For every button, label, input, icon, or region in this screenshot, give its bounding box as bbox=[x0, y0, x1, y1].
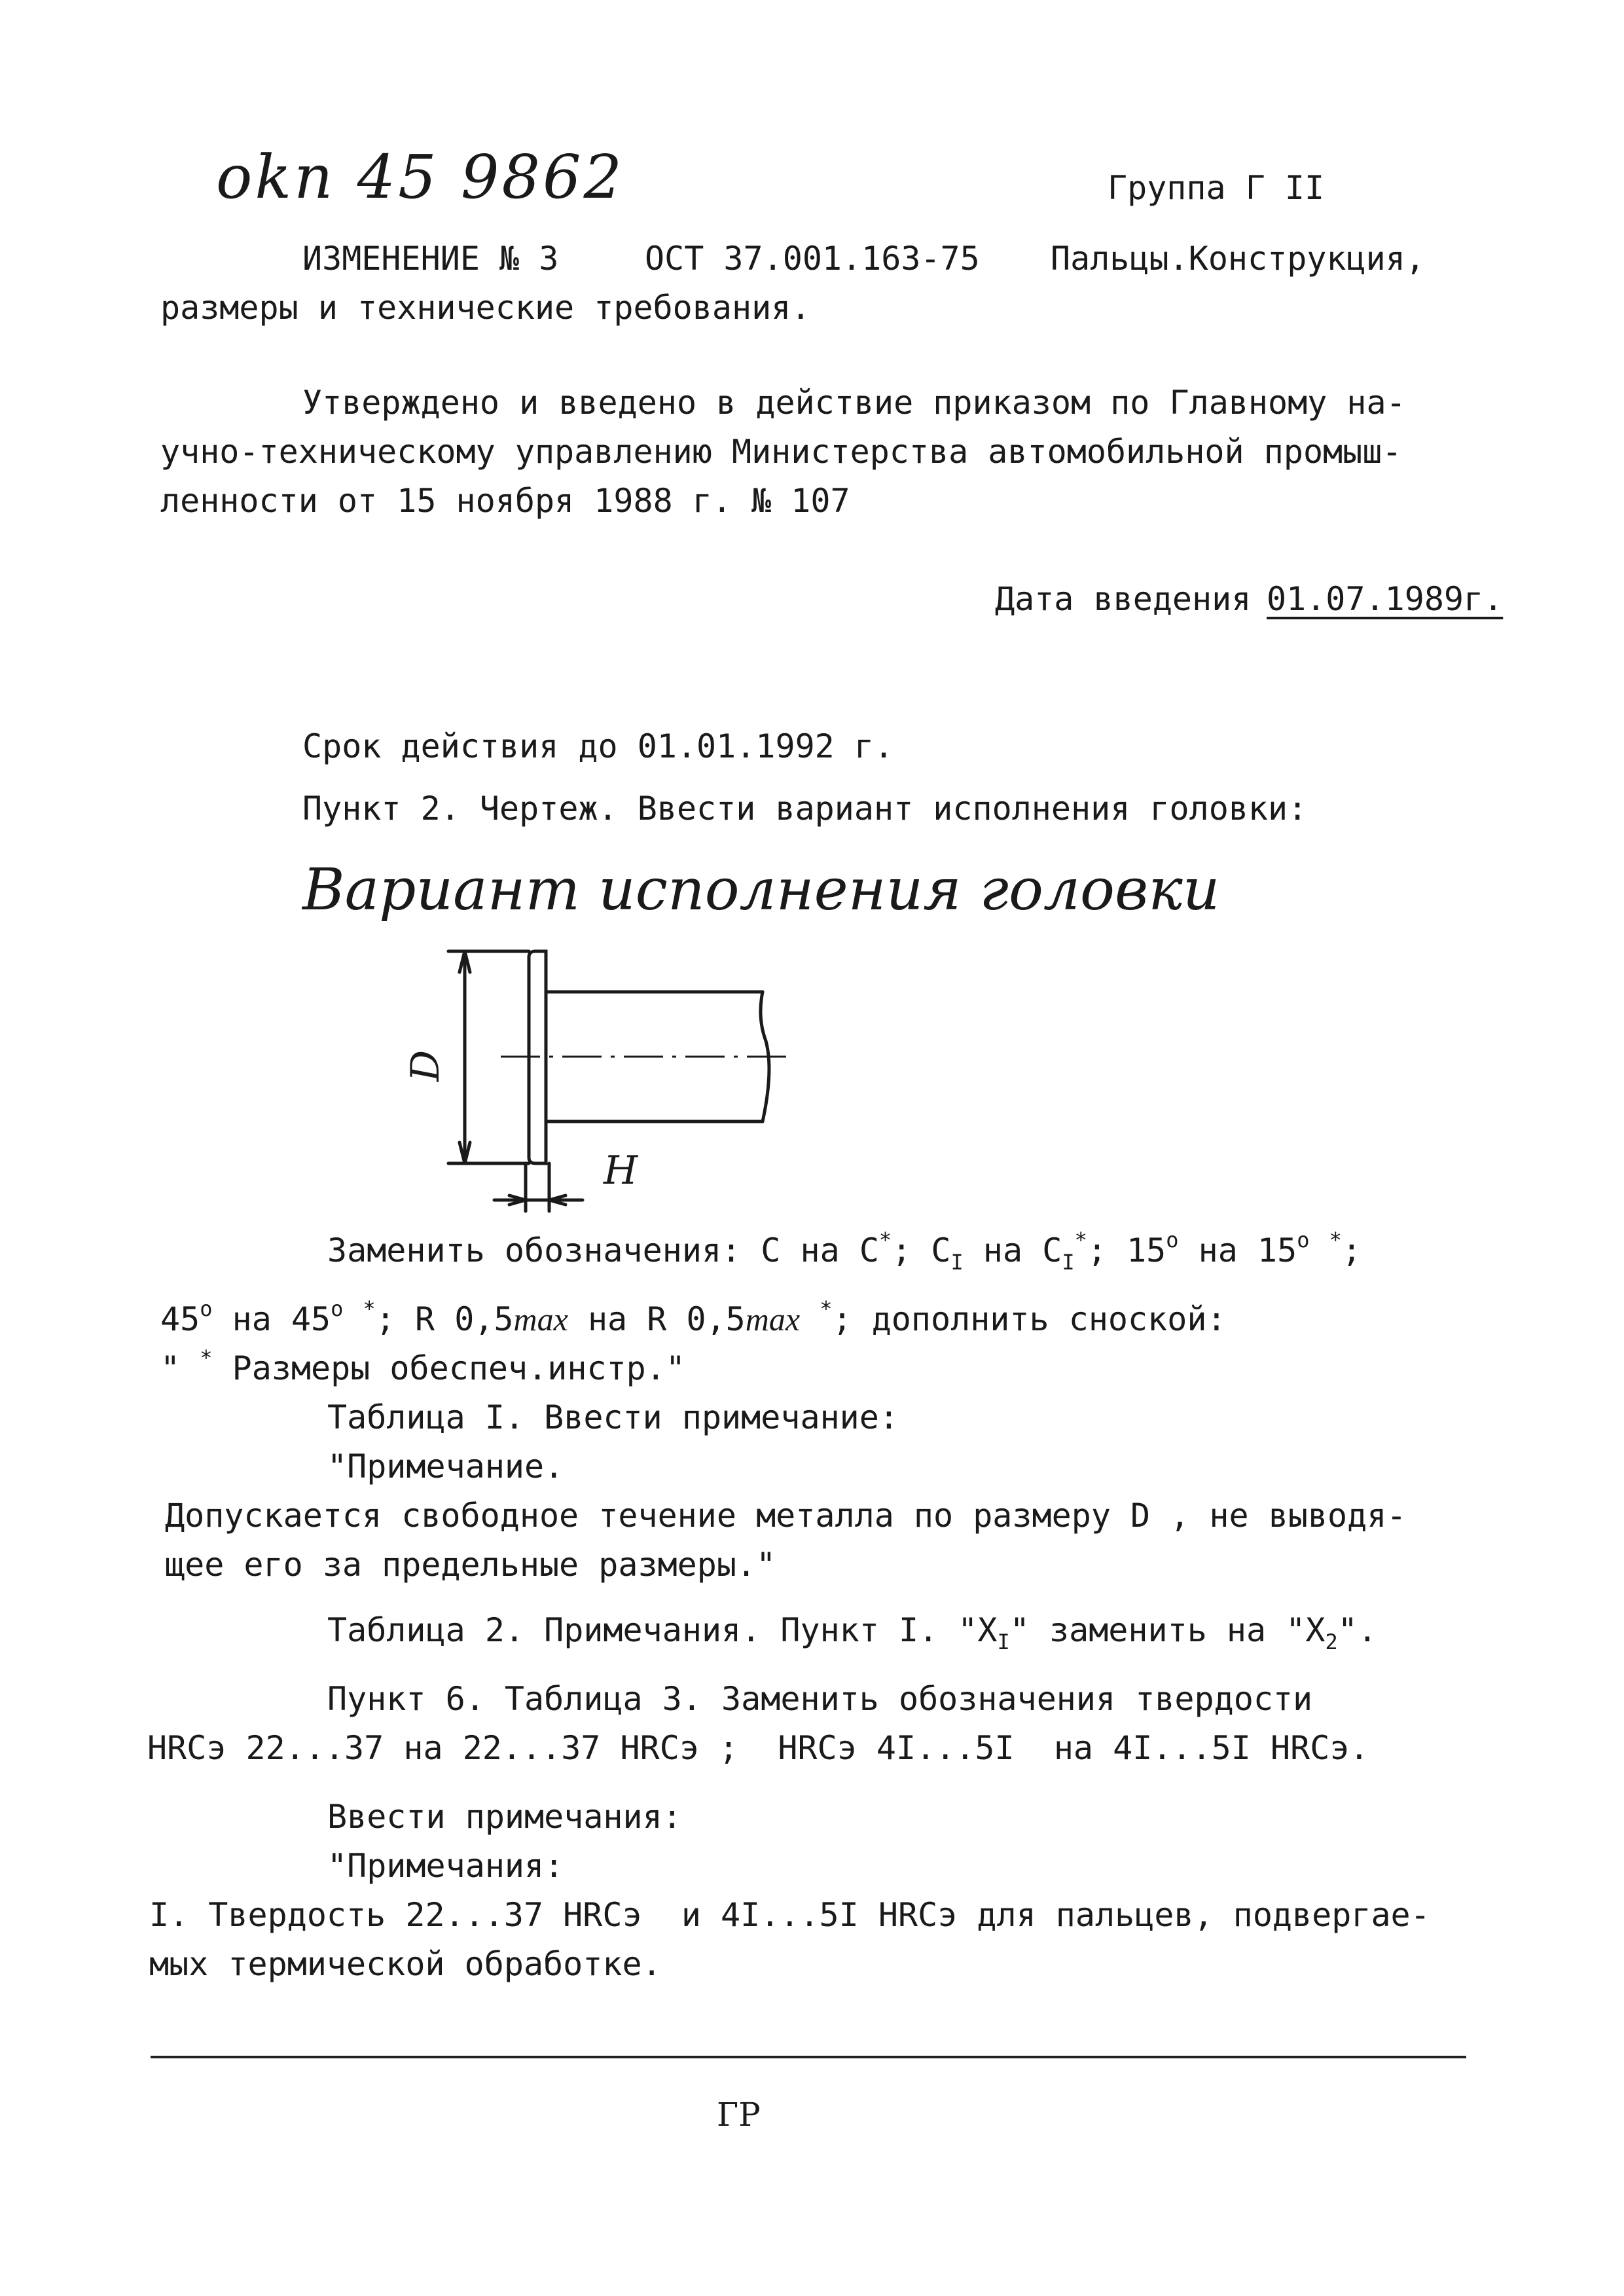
x-sym: X bbox=[977, 1611, 998, 1649]
head-variant-drawing bbox=[403, 943, 838, 1236]
x-sym-new: X bbox=[1305, 1611, 1326, 1649]
star: * bbox=[200, 1345, 213, 1370]
item6-line-2: HRCэ 22...37 на 22...37 HRCэ ; HRCэ 4I...5I на 4I...5I HRCэ. bbox=[147, 1729, 1369, 1767]
replace-line-2: 45$^o$ на 45$^o$ *; R 0,5max на R 0,5max *; дополнить сноской: bbox=[160, 1296, 1227, 1338]
item-2-line: Пункт 2. Чертеж. Ввести вариант исполнения головки: bbox=[302, 790, 1308, 828]
intro-date-value: 01.07.1989г. bbox=[1267, 580, 1504, 618]
table2-lead: Таблица 2. Примечания. Пункт I. bbox=[327, 1611, 939, 1649]
sub-i: I bbox=[997, 1630, 1010, 1654]
table2-line: Таблица 2. Примечания. Пункт I. "$X_I$" заменить на "$X_2$". bbox=[327, 1611, 1377, 1654]
notes-title: "Примечания: bbox=[327, 1847, 564, 1885]
deg-sign: o bbox=[1297, 1228, 1310, 1252]
replace-word: заменить на bbox=[1049, 1611, 1267, 1649]
word-na: на bbox=[587, 1300, 628, 1338]
validity-line: Срок действия до 01.01.1992 г. bbox=[302, 727, 894, 765]
word-na: на bbox=[1053, 1729, 1094, 1767]
sub-i: I bbox=[1062, 1250, 1075, 1275]
sub-2: 2 bbox=[1325, 1630, 1338, 1654]
notes-line-1 bbox=[149, 1896, 1430, 1934]
notes-line-1-tail: для пальцев, подвергае- bbox=[977, 1896, 1430, 1934]
drawing-svg bbox=[403, 943, 838, 1231]
table1-line-2: щее его за предельные размеры." bbox=[165, 1546, 776, 1584]
word-na: на bbox=[1198, 1231, 1238, 1269]
deg-45: 45 bbox=[160, 1300, 200, 1338]
r-value: R 0,5 bbox=[415, 1300, 514, 1338]
sub-i: I bbox=[950, 1250, 964, 1275]
word-na: на bbox=[983, 1231, 1023, 1269]
range-22-37-new: 22...37 bbox=[462, 1729, 601, 1767]
word-na: на bbox=[232, 1300, 272, 1338]
range-41-51: 4I...5I bbox=[876, 1729, 1015, 1767]
sym-c1-new: C bbox=[1042, 1231, 1062, 1269]
deg-45-new: 45 bbox=[291, 1300, 331, 1338]
deg-15-new: 15 bbox=[1257, 1231, 1297, 1269]
intro-date-label: Дата введения bbox=[995, 580, 1252, 618]
replace-line-1: Заменить обозначения: C на C*; $C_I$ на $C_I^*$; 15$^o$ на 15$^o$ *; bbox=[327, 1228, 1362, 1275]
hrc-sym: HRCэ bbox=[878, 1896, 958, 1934]
label-d: D bbox=[403, 1049, 448, 1082]
hardness-word: I. Твердость bbox=[149, 1896, 386, 1934]
range-22-37: 22...37 bbox=[245, 1729, 384, 1767]
hrc-sym: HRCэ bbox=[620, 1729, 699, 1767]
footer-rule bbox=[151, 2056, 1466, 2058]
sym-c: C bbox=[761, 1231, 781, 1269]
item6-line-1: Пункт 6. Таблица 3. Заменить обозначения твердости bbox=[327, 1680, 1313, 1718]
standard-title-cont: размеры и технические требования. bbox=[160, 289, 811, 327]
notes-line-2: мых термической обработке. bbox=[149, 1945, 662, 1983]
range-22-37: 22...37 bbox=[405, 1896, 544, 1934]
star: * bbox=[1329, 1228, 1342, 1252]
hrc-sym: HRCэ bbox=[147, 1729, 226, 1767]
star: * bbox=[820, 1296, 833, 1321]
deg-sign: o bbox=[200, 1296, 213, 1321]
word-and: и bbox=[681, 1896, 701, 1934]
approval-line-3: ленности от 15 ноября 1988 г. № 107 bbox=[160, 482, 850, 520]
footnote-line: " * Размеры обеспеч.инстр." bbox=[160, 1345, 685, 1387]
footer-mark: ГР bbox=[717, 2096, 761, 2134]
word-na: на bbox=[403, 1729, 443, 1767]
range-41-51-new: 4I...5I bbox=[1113, 1729, 1251, 1767]
change-number: ИЗМЕНЕНИЕ № 3 bbox=[302, 240, 559, 278]
sym-c1: C bbox=[931, 1231, 951, 1269]
range-41-51: 4I...5I bbox=[721, 1896, 859, 1934]
deg-sign: o bbox=[331, 1296, 344, 1321]
max-word: max bbox=[513, 1301, 568, 1338]
standard-number: ОСТ 37.001.163-75 bbox=[645, 240, 980, 278]
star: * bbox=[1074, 1228, 1087, 1252]
word-na: на bbox=[800, 1231, 840, 1269]
table1-lead: Таблица I. Ввести примечание: bbox=[327, 1398, 899, 1436]
approval-line-1: Утверждено и введено в действие приказом по Главному на- bbox=[302, 384, 1406, 422]
group-label: Группа Г II bbox=[1108, 169, 1325, 207]
figure-heading: Вариант исполнения головки bbox=[302, 856, 1220, 923]
hrc-sym: HRCэ bbox=[778, 1729, 857, 1767]
star: * bbox=[363, 1296, 376, 1321]
sym-c-new: C bbox=[859, 1231, 879, 1269]
hrc-sym: HRCэ bbox=[1270, 1729, 1350, 1767]
replace-lead: Заменить обозначения: bbox=[327, 1231, 742, 1269]
replace-tail: дополнить сноской: bbox=[871, 1300, 1227, 1338]
okp-code: okп 45 9862 bbox=[216, 142, 625, 212]
r-value-new: R 0,5 bbox=[647, 1300, 746, 1338]
label-h: H bbox=[604, 1148, 638, 1194]
deg-15: 15 bbox=[1127, 1231, 1166, 1269]
standard-title: Пальцы.Конструкция, bbox=[1051, 240, 1425, 278]
approval-line-2: учно-техническому управлению Министерства автомобильной промыш- bbox=[160, 433, 1402, 471]
notes-lead: Ввести примечания: bbox=[327, 1798, 682, 1836]
footnote-text: Размеры обеспеч.инстр. bbox=[232, 1349, 666, 1387]
table1-note-title: "Примечание. bbox=[327, 1448, 564, 1485]
deg-sign: o bbox=[1166, 1228, 1179, 1252]
table1-line-1: Допускается свободное течение металла по размеру D , не выводя- bbox=[165, 1497, 1407, 1535]
hrc-sym: HRCэ bbox=[563, 1896, 642, 1934]
star: * bbox=[878, 1228, 892, 1252]
max-word: max bbox=[745, 1301, 801, 1338]
